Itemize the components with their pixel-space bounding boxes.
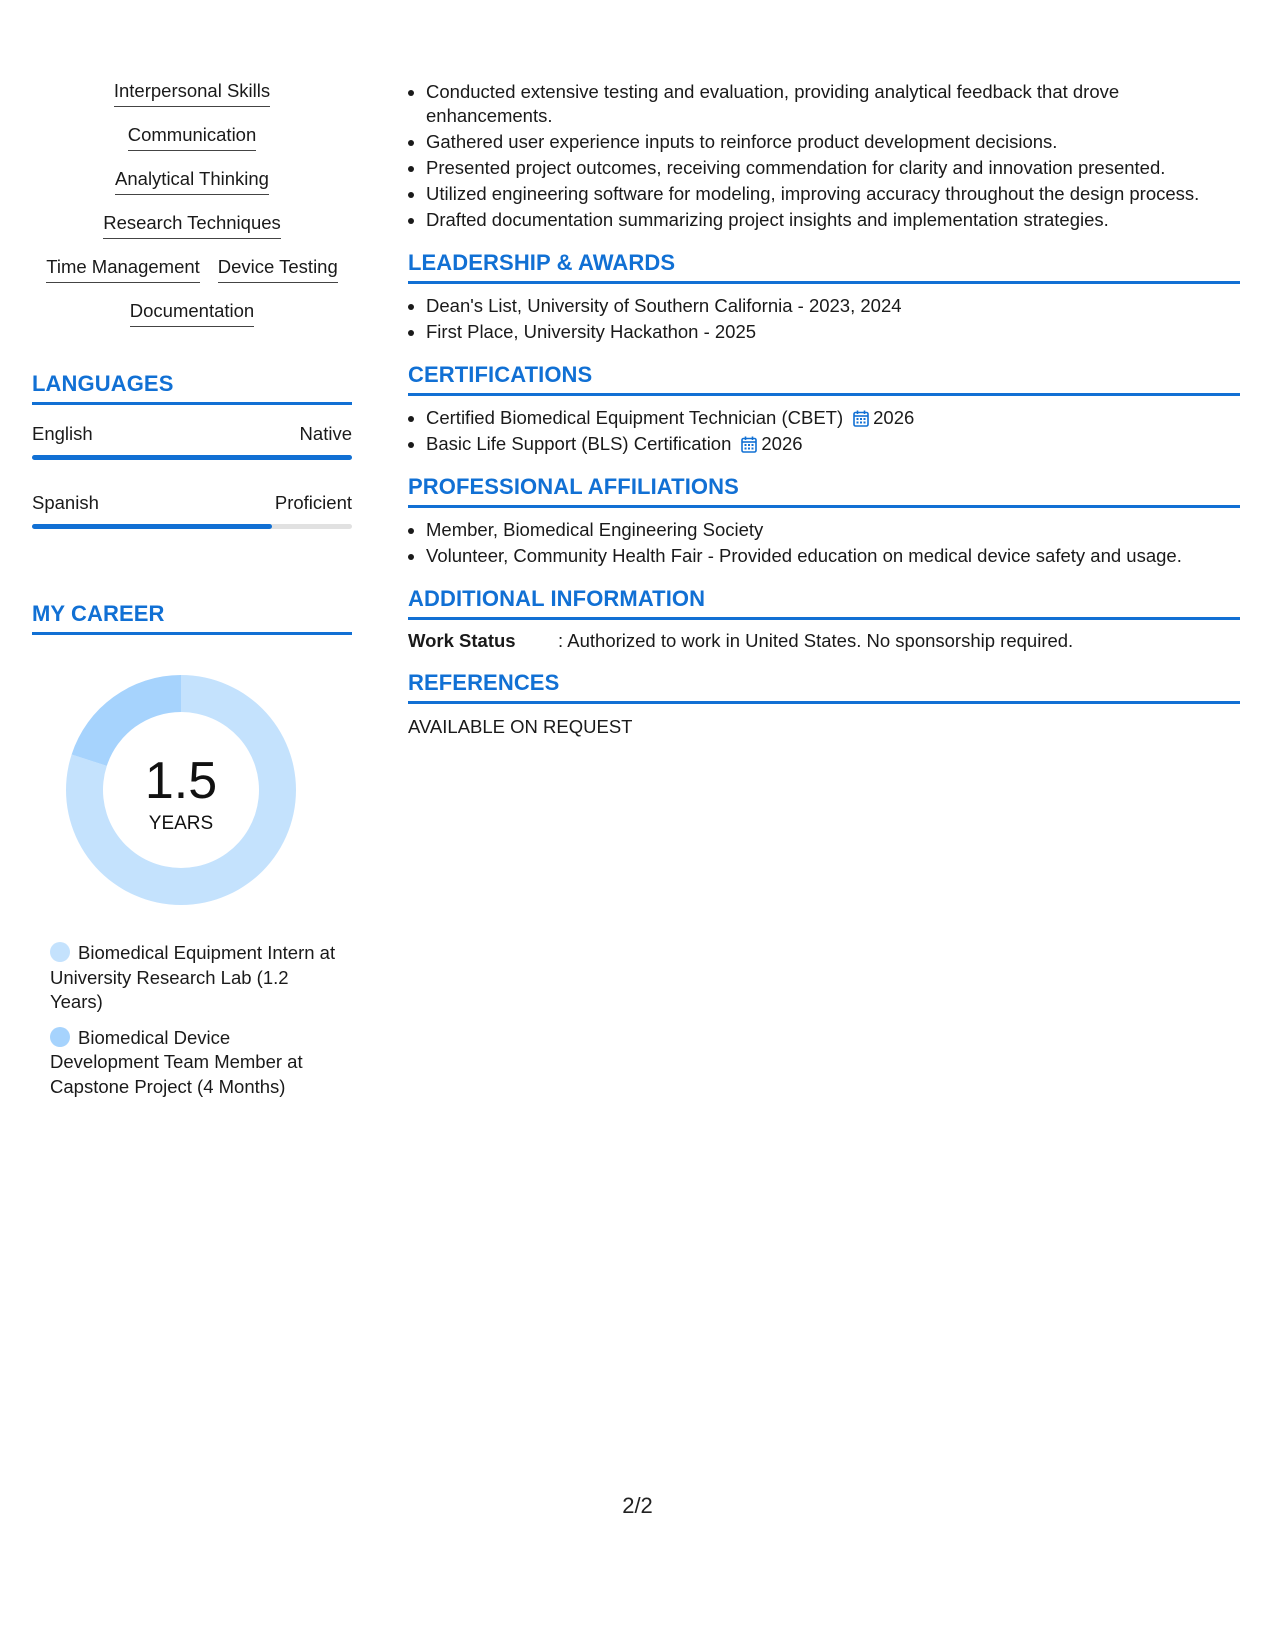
experience-bullet: Conducted extensive testing and evaluation, providing analytical feedback that drove enhancements. bbox=[408, 80, 1240, 128]
language-item bbox=[32, 423, 352, 460]
left-column bbox=[32, 80, 352, 1110]
page-number: 2/2 bbox=[622, 1493, 653, 1518]
language-bar bbox=[32, 455, 352, 460]
career-legend-item bbox=[50, 1026, 340, 1100]
language-level: Proficient bbox=[274, 492, 352, 513]
career-heading: MY CAREER bbox=[32, 601, 352, 635]
leadership-item: Dean's List, University of Southern California - 2023, 2024 bbox=[408, 294, 1240, 318]
additional-heading: ADDITIONAL INFORMATION bbox=[408, 586, 1240, 620]
languages-heading: LANGUAGES bbox=[32, 371, 352, 405]
work-status-value: : Authorized to work in United States. No sponsorship required. bbox=[558, 630, 1074, 651]
certification-year: 2026 bbox=[761, 433, 803, 454]
leadership-heading: LEADERSHIP & AWARDS bbox=[408, 250, 1240, 284]
legend-dot bbox=[50, 942, 70, 962]
experience-bullet: Gathered user experience inputs to reinforce product development decisions. bbox=[408, 130, 1240, 154]
skill-tag: Device Testing bbox=[218, 256, 338, 283]
leadership-item: First Place, University Hackathon - 2025 bbox=[408, 320, 1240, 344]
certification-name: Basic Life Support (BLS) Certification bbox=[426, 433, 732, 454]
affiliation-item: Volunteer, Community Health Fair - Provided education on medical device safety and usage. bbox=[408, 544, 1240, 568]
affiliations-section bbox=[408, 474, 1240, 568]
experience-bullet: Drafted documentation summarizing project insights and implementation strategies. bbox=[408, 208, 1240, 232]
affiliation-item: Member, Biomedical Engineering Society bbox=[408, 518, 1240, 542]
skill-tag: Time Management bbox=[46, 256, 200, 283]
career-donut-chart bbox=[66, 675, 296, 905]
skills-list bbox=[32, 80, 352, 327]
language-name: Spanish bbox=[32, 492, 99, 513]
career-total-years: 1.5 bbox=[144, 752, 218, 810]
references-heading: REFERENCES bbox=[408, 670, 1240, 704]
skill-tag: Analytical Thinking bbox=[115, 168, 269, 195]
language-name: English bbox=[32, 423, 93, 444]
experience-bullets bbox=[408, 80, 1240, 232]
leadership-section bbox=[408, 250, 1240, 344]
additional-section bbox=[408, 586, 1240, 652]
career-legend-item bbox=[50, 941, 340, 1015]
references-text: AVAILABLE ON REQUEST bbox=[408, 716, 633, 737]
calendar-icon bbox=[853, 410, 869, 427]
language-bar bbox=[32, 524, 352, 529]
legend-dot bbox=[50, 1027, 70, 1047]
experience-bullet: Utilized engineering software for modeling, improving accuracy throughout the design process. bbox=[408, 182, 1240, 206]
work-status-row bbox=[408, 630, 1240, 652]
experience-bullet: Presented project outcomes, receiving commendation for clarity and innovation presented. bbox=[408, 156, 1240, 180]
language-bar-fill bbox=[32, 455, 352, 460]
affiliations-heading: PROFESSIONAL AFFILIATIONS bbox=[408, 474, 1240, 508]
skill-tag: Research Techniques bbox=[103, 212, 281, 239]
career-legend bbox=[50, 941, 340, 1099]
work-status-key: Work Status bbox=[408, 630, 516, 651]
career-section bbox=[32, 601, 352, 1099]
references-section bbox=[408, 670, 1240, 738]
certification-item bbox=[408, 406, 1240, 430]
certification-name: Certified Biomedical Equipment Technician (CBET) bbox=[426, 407, 844, 428]
skill-tag: Documentation bbox=[130, 300, 254, 327]
career-legend-label: Biomedical Device Development Team Member at Capstone Project (4 Months) bbox=[50, 1026, 303, 1097]
skill-tag: Interpersonal Skills bbox=[114, 80, 270, 107]
language-item bbox=[32, 492, 352, 529]
certification-year: 2026 bbox=[873, 407, 915, 428]
calendar-icon bbox=[741, 436, 757, 453]
skill-tag: Communication bbox=[128, 124, 257, 151]
language-bar-fill bbox=[32, 524, 272, 529]
certification-item bbox=[408, 432, 1240, 456]
career-legend-label: Biomedical Equipment Intern at University Research Lab (1.2 Years) bbox=[50, 942, 336, 1012]
career-years-label: YEARS bbox=[148, 813, 214, 834]
language-level: Native bbox=[299, 423, 352, 444]
certifications-heading: CERTIFICATIONS bbox=[408, 362, 1240, 396]
certifications-section bbox=[408, 362, 1240, 456]
right-column bbox=[408, 80, 1240, 738]
languages-section bbox=[32, 371, 352, 529]
